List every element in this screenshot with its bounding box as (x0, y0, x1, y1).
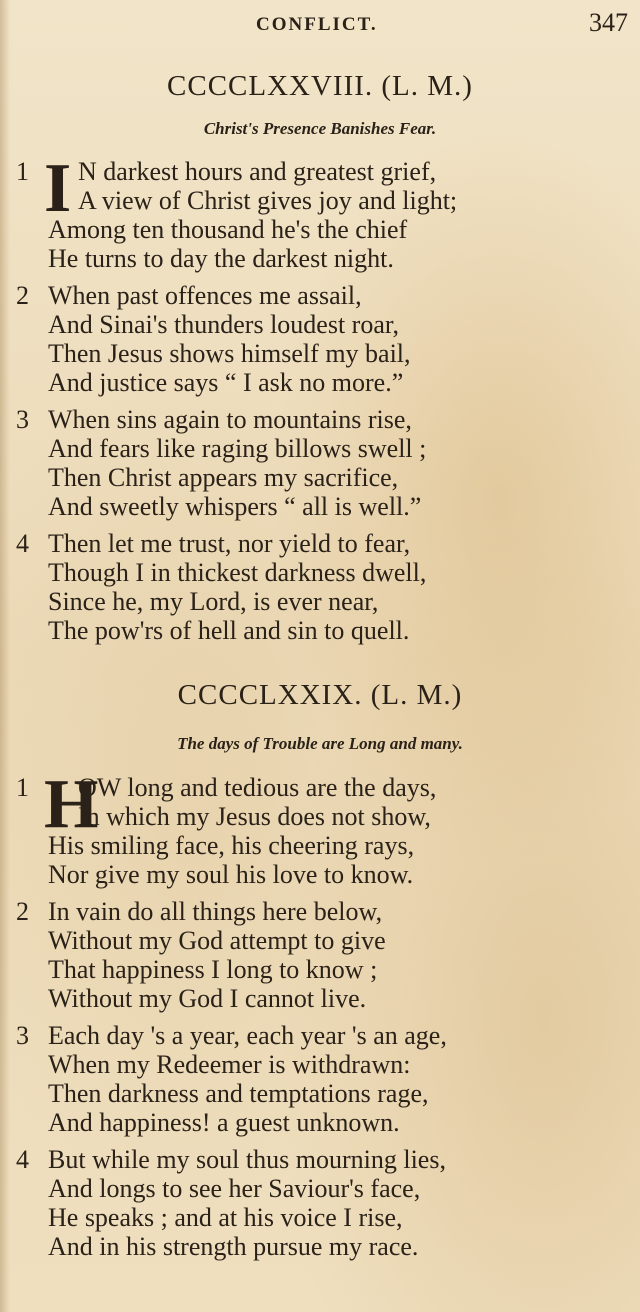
stanza-number: 1 (16, 773, 29, 802)
verse-line: Nor give my soul his love to know. (48, 860, 414, 889)
running-head (0, 8, 640, 44)
verse-line: And longs to see her Saviour's face, (48, 1174, 421, 1203)
verse-line: Each day 's a year, each year 's an age, (48, 1021, 447, 1050)
verse-line: A view of Christ gives joy and light; (78, 186, 458, 215)
stanza-number: 2 (16, 897, 29, 926)
stanza-number: 2 (16, 281, 29, 310)
verse-line: When sins again to mountains rise, (48, 405, 412, 434)
verse-line: His smiling face, his cheering rays, (48, 831, 415, 860)
verse-line: Then Christ appears my sacrifice, (48, 463, 399, 492)
verse-line: When past offences me assail, (48, 281, 362, 310)
hymn-number: CCCCLXXIX. (L. M.) (177, 679, 463, 711)
verse-line: And Sinai's thunders loudest roar, (48, 310, 399, 339)
verse-line: And sweetly whispers “ all is well.” (48, 492, 422, 521)
verse-line: And fears like raging billows swell ; (48, 434, 427, 463)
running-title: CONFLICT. (256, 14, 378, 35)
verse-line: When my Redeemer is withdrawn: (48, 1050, 411, 1079)
verse-line: Then let me trust, nor yield to fear, (48, 529, 411, 558)
page-number: 347 (589, 8, 628, 37)
verse-line: Without my God attempt to give (48, 926, 386, 955)
stanza-number: 4 (16, 1145, 29, 1174)
stanza-number: 1 (16, 157, 29, 186)
verse-line: And happiness! a guest unknown. (48, 1108, 400, 1137)
drop-capital: I (44, 150, 72, 227)
hymn-number: CCCCLXXVIII. (L. M.) (167, 70, 473, 102)
verse-line: He turns to day the darkest night. (48, 244, 394, 273)
stanza-number: 4 (16, 529, 29, 558)
page-binding-shadow (0, 0, 10, 1312)
verse-line: N darkest hours and greatest grief, (78, 157, 437, 186)
verse-line: And in his strength pursue my race. (48, 1232, 419, 1261)
verse-line: The pow'rs of hell and sin to quell. (48, 616, 410, 645)
verse-line: OW long and tedious are the days, (78, 773, 437, 802)
verse-line: Then darkness and temptations rage, (48, 1079, 429, 1108)
verse-line: But while my soul thus mourning lies, (48, 1145, 446, 1174)
verse-line: Among ten thousand he's the chief (48, 215, 408, 244)
drop-capital: H (44, 766, 99, 843)
hymn-subtitle: The days of Trouble are Long and many. (177, 734, 463, 753)
verse-line: In which my Jesus does not show, (78, 802, 431, 831)
verse-line: That happiness I long to know ; (48, 955, 378, 984)
verse-line: Without my God I cannot live. (48, 984, 367, 1013)
verse-line: He speaks ; and at his voice I rise, (48, 1203, 403, 1232)
stanza-number: 3 (16, 405, 29, 434)
hymn-subtitle: Christ's Presence Banishes Fear. (203, 119, 437, 138)
verse-line: In vain do all things here below, (48, 897, 383, 926)
verse-line: Then Jesus shows himself my bail, (48, 339, 411, 368)
verse-line: Since he, my Lord, is ever near, (48, 587, 379, 616)
stanza-number: 3 (16, 1021, 29, 1050)
verse-line: Though I in thickest darkness dwell, (48, 558, 427, 587)
verse-line: And justice says “ I ask no more.” (48, 368, 404, 397)
